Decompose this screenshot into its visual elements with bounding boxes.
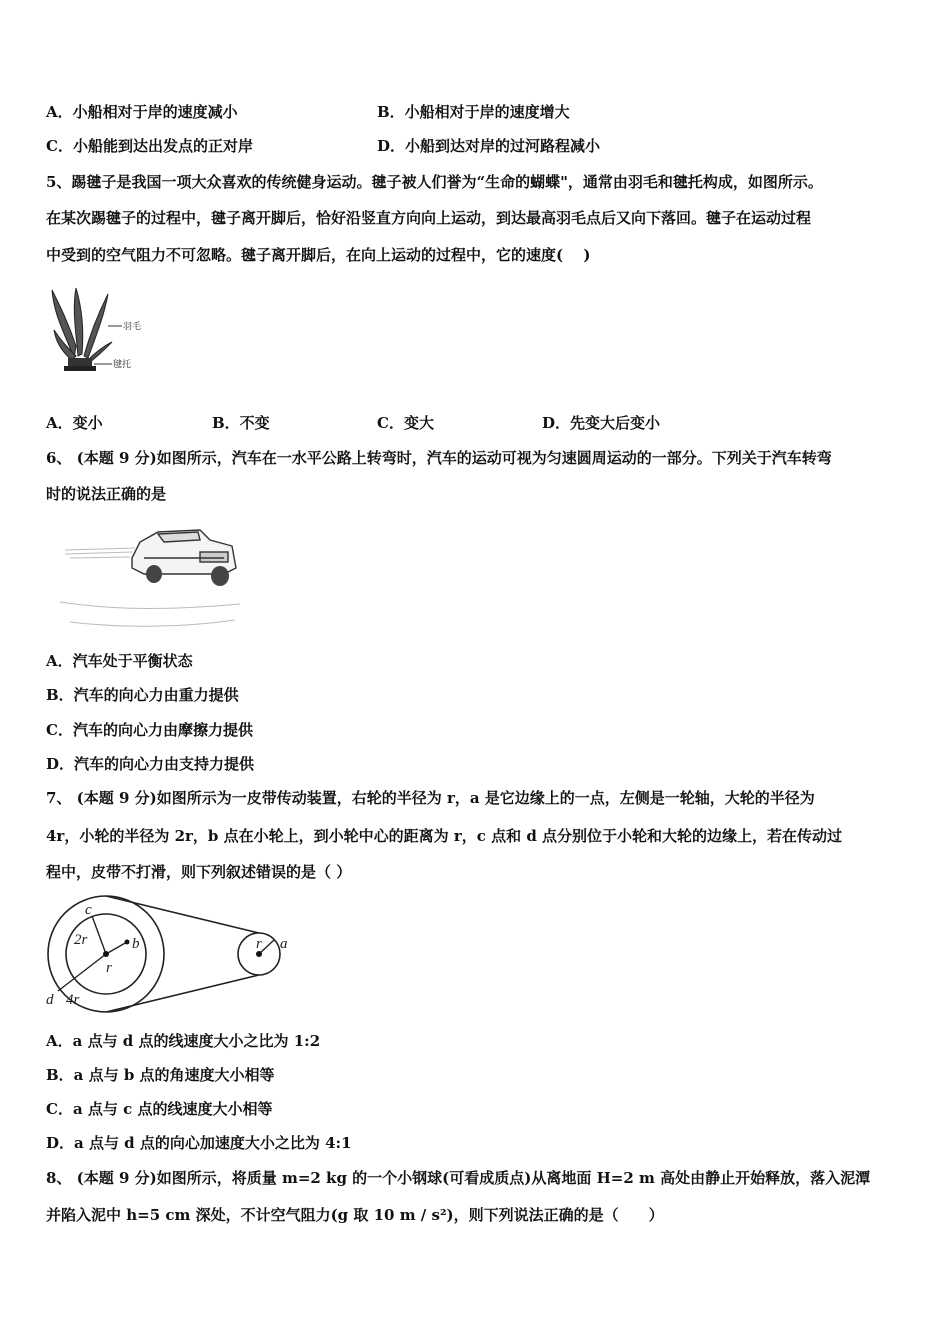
q7-option-d: D．a 点与 d 点的向心加速度大小之比为 4:1 [46,1134,352,1152]
shuttlecock-figure [46,286,156,378]
belt-bottom [106,975,259,1012]
q5-stem-line2: 在某次踢毽子的过程中，毽子离开脚后，恰好沿竖直方向向上运动，到达最高羽毛点后又向下落回。毽子在运动过程 [46,209,812,227]
r-left-label: r [106,960,112,976]
q6-option-d: D．汽车的向心力由支持力提供 [46,755,255,773]
belt-drive-figure [40,892,300,1020]
q5-option-b: B．不变 [212,414,270,432]
four-r-label: 4r [66,992,80,1008]
q4-option-a: A．小船相对于岸的速度减小 [46,103,238,121]
r-right-label: r [256,936,262,952]
q7-stem-line3: 程中，皮带不打滑，则下列叙述错误的是（ ） [46,863,352,881]
point-d-label: d [46,992,54,1008]
belt-top [106,896,259,933]
q7-stem-line1: 7、 (本题 9 分)如图所示为一皮带传动装置，右轮的半径为 r，a 是它边缘上的一点，左侧是一轮轴，大轮的半径为 [46,789,815,807]
q8-stem-line2: 并陷入泥中 h=5 cm 深处，不计空气阻力(g 取 10 m / s²)，则下列说法正确的是（ ） [46,1206,664,1224]
q5-option-a: A．变小 [46,414,103,432]
q4-option-c: C．小船能到达出发点的正对岸 [46,137,253,155]
q5-option-c: C．变大 [377,414,434,432]
car-turning-figure [60,512,245,634]
base-label: 毽托 [113,360,132,370]
q6-option-a: A．汽车处于平衡状态 [46,652,193,670]
q6-stem-line1: 6、 (本题 9 分)如图所示，汽车在一水平公路上转弯时，汽车的运动可视为匀速圆周运动的一部分。下列关于汽车转弯 [46,449,832,467]
q4-option-b: B．小船相对于岸的速度增大 [377,103,570,121]
point-a-label: a [280,936,288,952]
q4-option-d: D．小船到达对岸的过河路程减小 [377,137,601,155]
q7-option-b: B．a 点与 b 点的角速度大小相等 [46,1066,275,1084]
q7-option-c: C．a 点与 c 点的线速度大小相等 [46,1100,273,1118]
two-r-label: 2r [74,932,88,948]
feather-label: 羽毛 [123,322,142,332]
point-c-label: c [85,902,92,918]
q6-option-b: B．汽车的向心力由重力提供 [46,686,239,704]
feather-drawing [52,288,112,362]
q6-stem-line2: 时的说法正确的是 [46,485,167,503]
q8-stem-line1: 8、 (本题 9 分)如图所示，将质量 m=2 kg 的一个小钢球(可看成质点)从离地面 H=2 m 高处由静止开始释放，落入泥潭 [46,1169,871,1187]
q5-stem-line1: 5、踢毽子是我国一项大众喜欢的传统健身运动。毽子被人们誉为“生命的蝴蝶"，通常由羽毛和毽托构成，如图所示。 [46,173,823,191]
q5-option-d: D．先变大后变小 [542,414,661,432]
point-b-label: b [132,936,140,952]
q6-option-c: C．汽车的向心力由摩擦力提供 [46,721,253,739]
q7-stem-line2: 4r，小轮的半径为 2r，b 点在小轮上，到小轮中心的距离为 r，c 点和 d 点分别位于小轮和大轮的边缘上，若在传动过 [46,827,843,845]
q7-option-a: A．a 点与 d 点的线速度大小之比为 1:2 [46,1032,321,1050]
q5-stem-line3: 中受到的空气阻力不可忽略。毽子离开脚后，在向上运动的过程中，它的速度( ) [46,246,591,264]
